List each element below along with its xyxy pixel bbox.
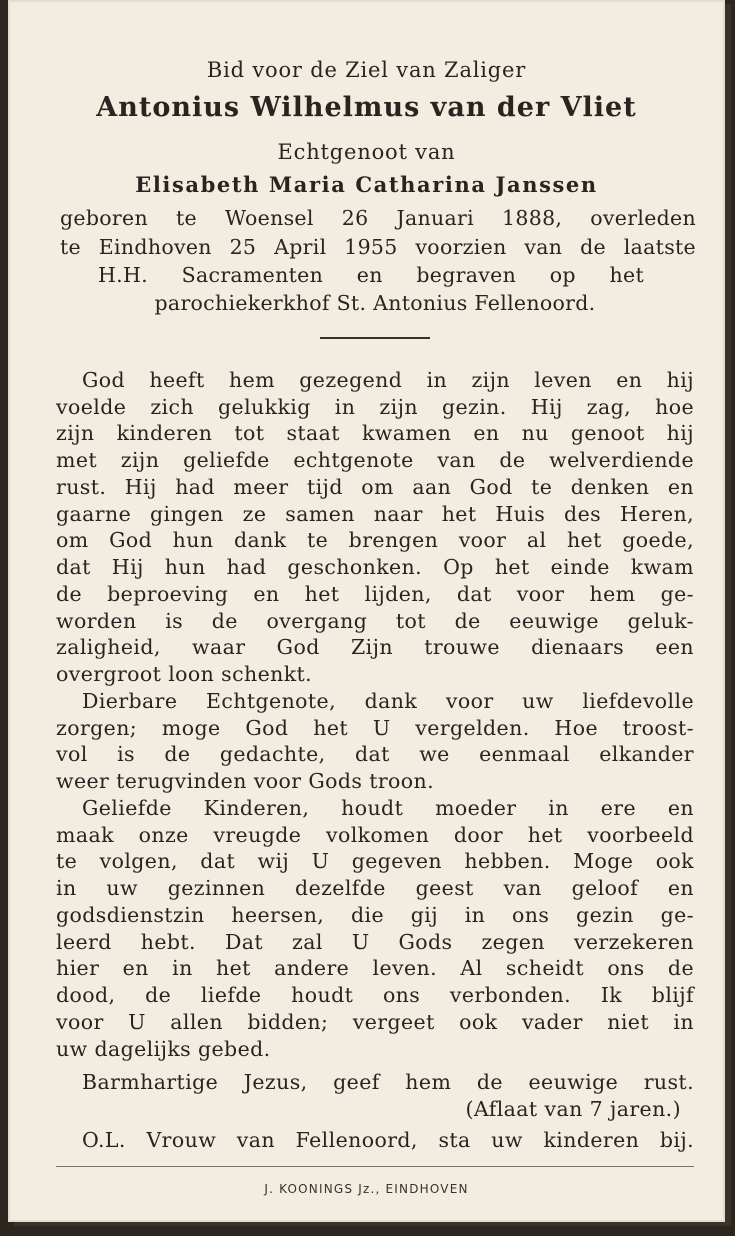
indulgence-note: (Aflaat van 7 jaren.) bbox=[465, 1097, 681, 1121]
body-line: uw dagelijks gebed. bbox=[56, 1037, 271, 1061]
body-line: zorgen; moge God het U vergelden. Hoe troost- bbox=[56, 716, 694, 740]
body-line: Dierbare Echtgenote, dank voor uw liefdevolle bbox=[82, 689, 694, 713]
body-line: worden is de overgang tot de eeuwige geluk- bbox=[56, 609, 694, 633]
divider bbox=[320, 337, 430, 339]
footer-rule bbox=[56, 1166, 694, 1167]
body-line: hier en in het andere leven. Al scheidt ons de bbox=[56, 956, 694, 980]
biography-line: H.H. Sacramenten en begraven op het bbox=[98, 263, 644, 287]
biography-line: parochiekerkhof St. Antonius Fellenoord. bbox=[154, 291, 596, 315]
body-line: in uw gezinnen dezelfde geest van geloof en bbox=[56, 876, 694, 900]
biography-line: geboren te Woensel 26 Januari 1888, overleden bbox=[60, 206, 696, 230]
body-line: de beproeving en het lijden, dat voor hem ge- bbox=[56, 582, 694, 606]
body-line: gaarne gingen ze samen naar het Huis des Heren, bbox=[56, 502, 694, 526]
memorial-card bbox=[8, 0, 725, 1222]
prayer-line: O.L. Vrouw van Fellenoord, sta uw kinderen bij. bbox=[82, 1128, 694, 1152]
body-line: dood, de liefde houdt ons verbonden. Ik blijf bbox=[56, 983, 694, 1007]
body-line: dat Hij hun had geschonken. Op het einde kwam bbox=[56, 555, 694, 579]
body-line: voelde zich gelukkig in zijn gezin. Hij zag, hoe bbox=[56, 395, 694, 419]
printer-imprint: J. KOONINGS Jz., EINDHOVEN bbox=[264, 1182, 469, 1196]
body-line: weer terugvinden voor Gods troon. bbox=[56, 769, 435, 793]
body-line: God heeft hem gezegend in zijn leven en hij bbox=[82, 368, 694, 392]
prayer-line: Barmhartige Jezus, geef hem de eeuwige rust. bbox=[82, 1070, 694, 1094]
intro-line: Bid voor de Ziel van Zaliger bbox=[206, 58, 527, 82]
body-line: zijn kinderen tot staat kwamen en nu genoot hij bbox=[56, 421, 694, 445]
body-line: rust. Hij had meer tijd om aan God te denken en bbox=[56, 475, 694, 499]
body-line: overgroot loon schenkt. bbox=[56, 662, 313, 686]
body-line: te volgen, dat wij U gegeven hebben. Moge ook bbox=[56, 849, 694, 873]
biography-line: te Eindhoven 25 April 1955 voorzien van de laatste bbox=[60, 235, 696, 259]
body-line: om God hun dank te brengen voor al het goede, bbox=[56, 528, 694, 552]
relation-line: Echtgenoot van bbox=[277, 140, 456, 164]
body-line: zaligheid, waar God Zijn trouwe dienaars een bbox=[56, 635, 694, 659]
body-line: vol is de gedachte, dat we eenmaal elkander bbox=[56, 742, 694, 766]
body-line: Geliefde Kinderen, houdt moeder in ere en bbox=[82, 796, 694, 820]
deceased-name: Antonius Wilhelmus van der Vliet bbox=[96, 92, 637, 123]
body-line: voor U allen bidden; vergeet ook vader niet in bbox=[56, 1010, 694, 1034]
spouse-name: Elisabeth Maria Catharina Janssen bbox=[135, 172, 598, 197]
body-line: godsdienstzin heersen, die gij in ons gezin ge- bbox=[56, 903, 694, 927]
body-line: maak onze vreugde volkomen door het voorbeeld bbox=[56, 823, 694, 847]
body-line: leerd hebt. Dat zal U Gods zegen verzekeren bbox=[56, 930, 694, 954]
body-line: met zijn geliefde echtgenote van de welverdiende bbox=[56, 448, 694, 472]
